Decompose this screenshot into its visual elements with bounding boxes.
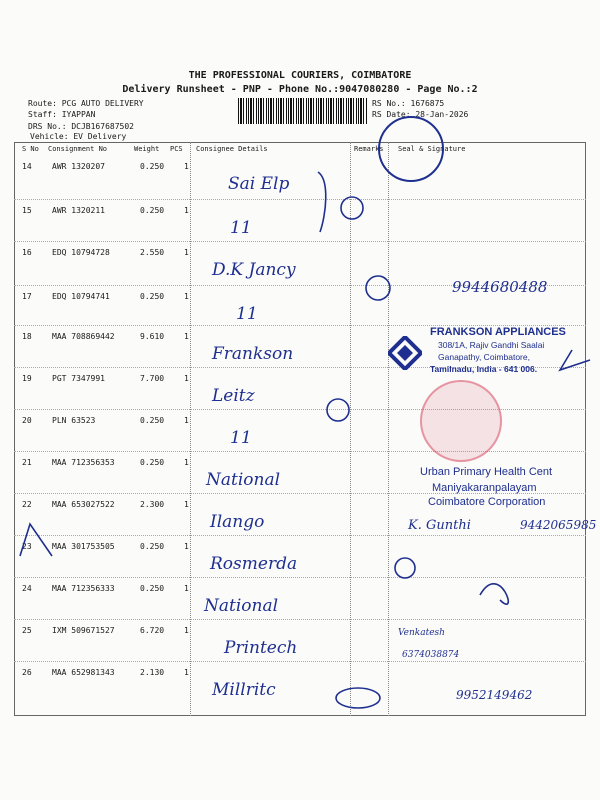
row-consignment: AWR 1320207 [52,162,105,171]
col-seal-signature: Seal & Signature [398,145,466,153]
pen-mark [20,524,52,556]
row-weight: 0.250 [140,162,165,171]
circled-2-mark [341,197,363,219]
row-weight: 0.250 [140,584,165,593]
circled-2-mark [327,399,349,421]
row-consignment: MAA 708869442 [52,332,115,341]
staff-label: Staff: IYAPPAN [28,110,96,119]
row-sno: 17 [22,292,32,301]
rs-no-label: RS No.: 1676875 [372,99,445,108]
row-consignment: MAA 652981343 [52,668,115,677]
signature-mark [560,350,590,370]
row-sno: 21 [22,458,32,467]
frankson-address-1: 308/1A, Rajiv Gandhi Saalai [438,340,545,350]
row-weight: 7.700 [140,374,165,383]
row-consignment: MAA 653027522 [52,500,115,509]
frankson-address-2: Ganapathy, Coimbatore, [438,352,530,362]
row-pcs: 1 [184,668,189,677]
row-weight: 0.250 [140,416,165,425]
row-pcs: 1 [184,206,189,215]
bracket-mark [318,172,326,232]
row-sno: 18 [22,332,32,341]
row-weight: 0.250 [140,542,165,551]
row-weight: 0.250 [140,206,165,215]
row-sno: 14 [22,162,32,171]
row-sno: 26 [22,668,32,677]
row-consignment: PGT 7347991 [52,374,105,383]
row-weight: 2.550 [140,248,165,257]
signature-mark [480,584,508,604]
handwritten-consignee: National [206,470,281,490]
row-consignment: PLN 63523 [52,416,96,425]
row-consignment: EDQ 10794728 [52,248,110,257]
row-pcs: 1 [184,292,189,301]
row-consignment: EDQ 10794741 [52,292,110,301]
drs-label: DRS No.: DCJB167687502 [28,122,134,131]
row-weight: 2.300 [140,500,165,509]
circled-wd-mark [336,688,380,708]
row-weight: 2.130 [140,668,165,677]
row-sno: 19 [22,374,32,383]
row-consignment: MAA 301753505 [52,542,115,551]
row-sno: 24 [22,584,32,593]
row-weight: 0.250 [140,458,165,467]
handwritten-phone-3: 9952149462 [456,688,533,702]
row-consignment: MAA 712356333 [52,584,115,593]
handwritten-signer-1: K. Gunthi [408,518,471,533]
uphc-line-2: Maniyakaranpalayam [432,482,537,494]
uphc-line-1: Urban Primary Health Cent [420,466,553,478]
handwritten-phone-4: 6374038874 [402,650,460,660]
handwritten-consignee: Millritc [212,680,276,700]
row-consignment: AWR 1320211 [52,206,105,215]
handwritten-phone-2: 9442065985 [520,518,597,532]
row-pcs: 1 [184,626,189,635]
row-pcs: 1 [184,248,189,257]
row-weight: 9.610 [140,332,165,341]
route-label: Route: PCG AUTO DELIVERY [28,99,144,108]
circled-mark [395,558,415,578]
vehicle-label: Vehicle: EV Delivery [30,132,127,141]
row-pcs: 1 [184,500,189,509]
handwritten-consignee: Printech [224,638,298,658]
row-pcs: 1 [184,458,189,467]
handwritten-consignee: D.K Jancy [212,260,296,280]
frankson-address-3: Tamilnadu, India - 641 006. [430,364,538,374]
handwritten-consignee: 11 [230,428,252,448]
row-weight: 0.250 [140,292,165,301]
row-consignment: MAA 712356353 [52,458,115,467]
col-consignment: Consignment No [48,145,108,153]
col-pcs: PCS [170,145,183,153]
rs-date-label: RS Date: 28-Jan-2026 [372,110,469,119]
frankson-name: FRANKSON APPLIANCES [430,326,566,338]
row-pcs: 1 [184,374,189,383]
handwritten-phone-1: 9944680488 [452,278,548,296]
row-consignment: IXM 509671527 [52,626,115,635]
row-pcs: 1 [184,542,189,551]
col-weight: Weight [134,145,160,153]
handwritten-consignee: Sai Elp [228,174,290,194]
row-sno: 15 [22,206,32,215]
handwritten-signer-2: Venkatesh [398,628,445,638]
row-sno: 20 [22,416,32,425]
row-pcs: 1 [184,416,189,425]
document-subtitle: Delivery Runsheet - PNP - Phone No.:9047080280 - Page No.:2 [122,84,478,95]
row-weight: 6.720 [140,626,165,635]
row-pcs: 1 [184,332,189,341]
row-sno: 16 [22,248,32,257]
row-sno: 23 [22,542,32,551]
col-sno: S No [22,145,39,153]
row-sno: 25 [22,626,32,635]
handwritten-consignee: National [204,596,279,616]
handwritten-consignee: 11 [230,218,252,238]
handwritten-consignee: Leitz [212,386,255,406]
col-consignee: Consignee Details [196,145,268,153]
row-pcs: 1 [184,162,189,171]
document-title: THE PROFESSIONAL COURIERS, COIMBATORE [188,70,412,81]
circled-2-mark [366,276,390,300]
uphc-line-3: Coimbatore Corporation [428,496,546,508]
col-remarks: Remarks [354,145,384,153]
handwritten-consignee: 11 [236,304,258,324]
handwritten-consignee: Rosmerda [210,554,298,574]
row-pcs: 1 [184,584,189,593]
row-sno: 22 [22,500,32,509]
handwritten-consignee: Frankson [212,344,294,364]
handwritten-consignee: Ilango [210,512,265,532]
